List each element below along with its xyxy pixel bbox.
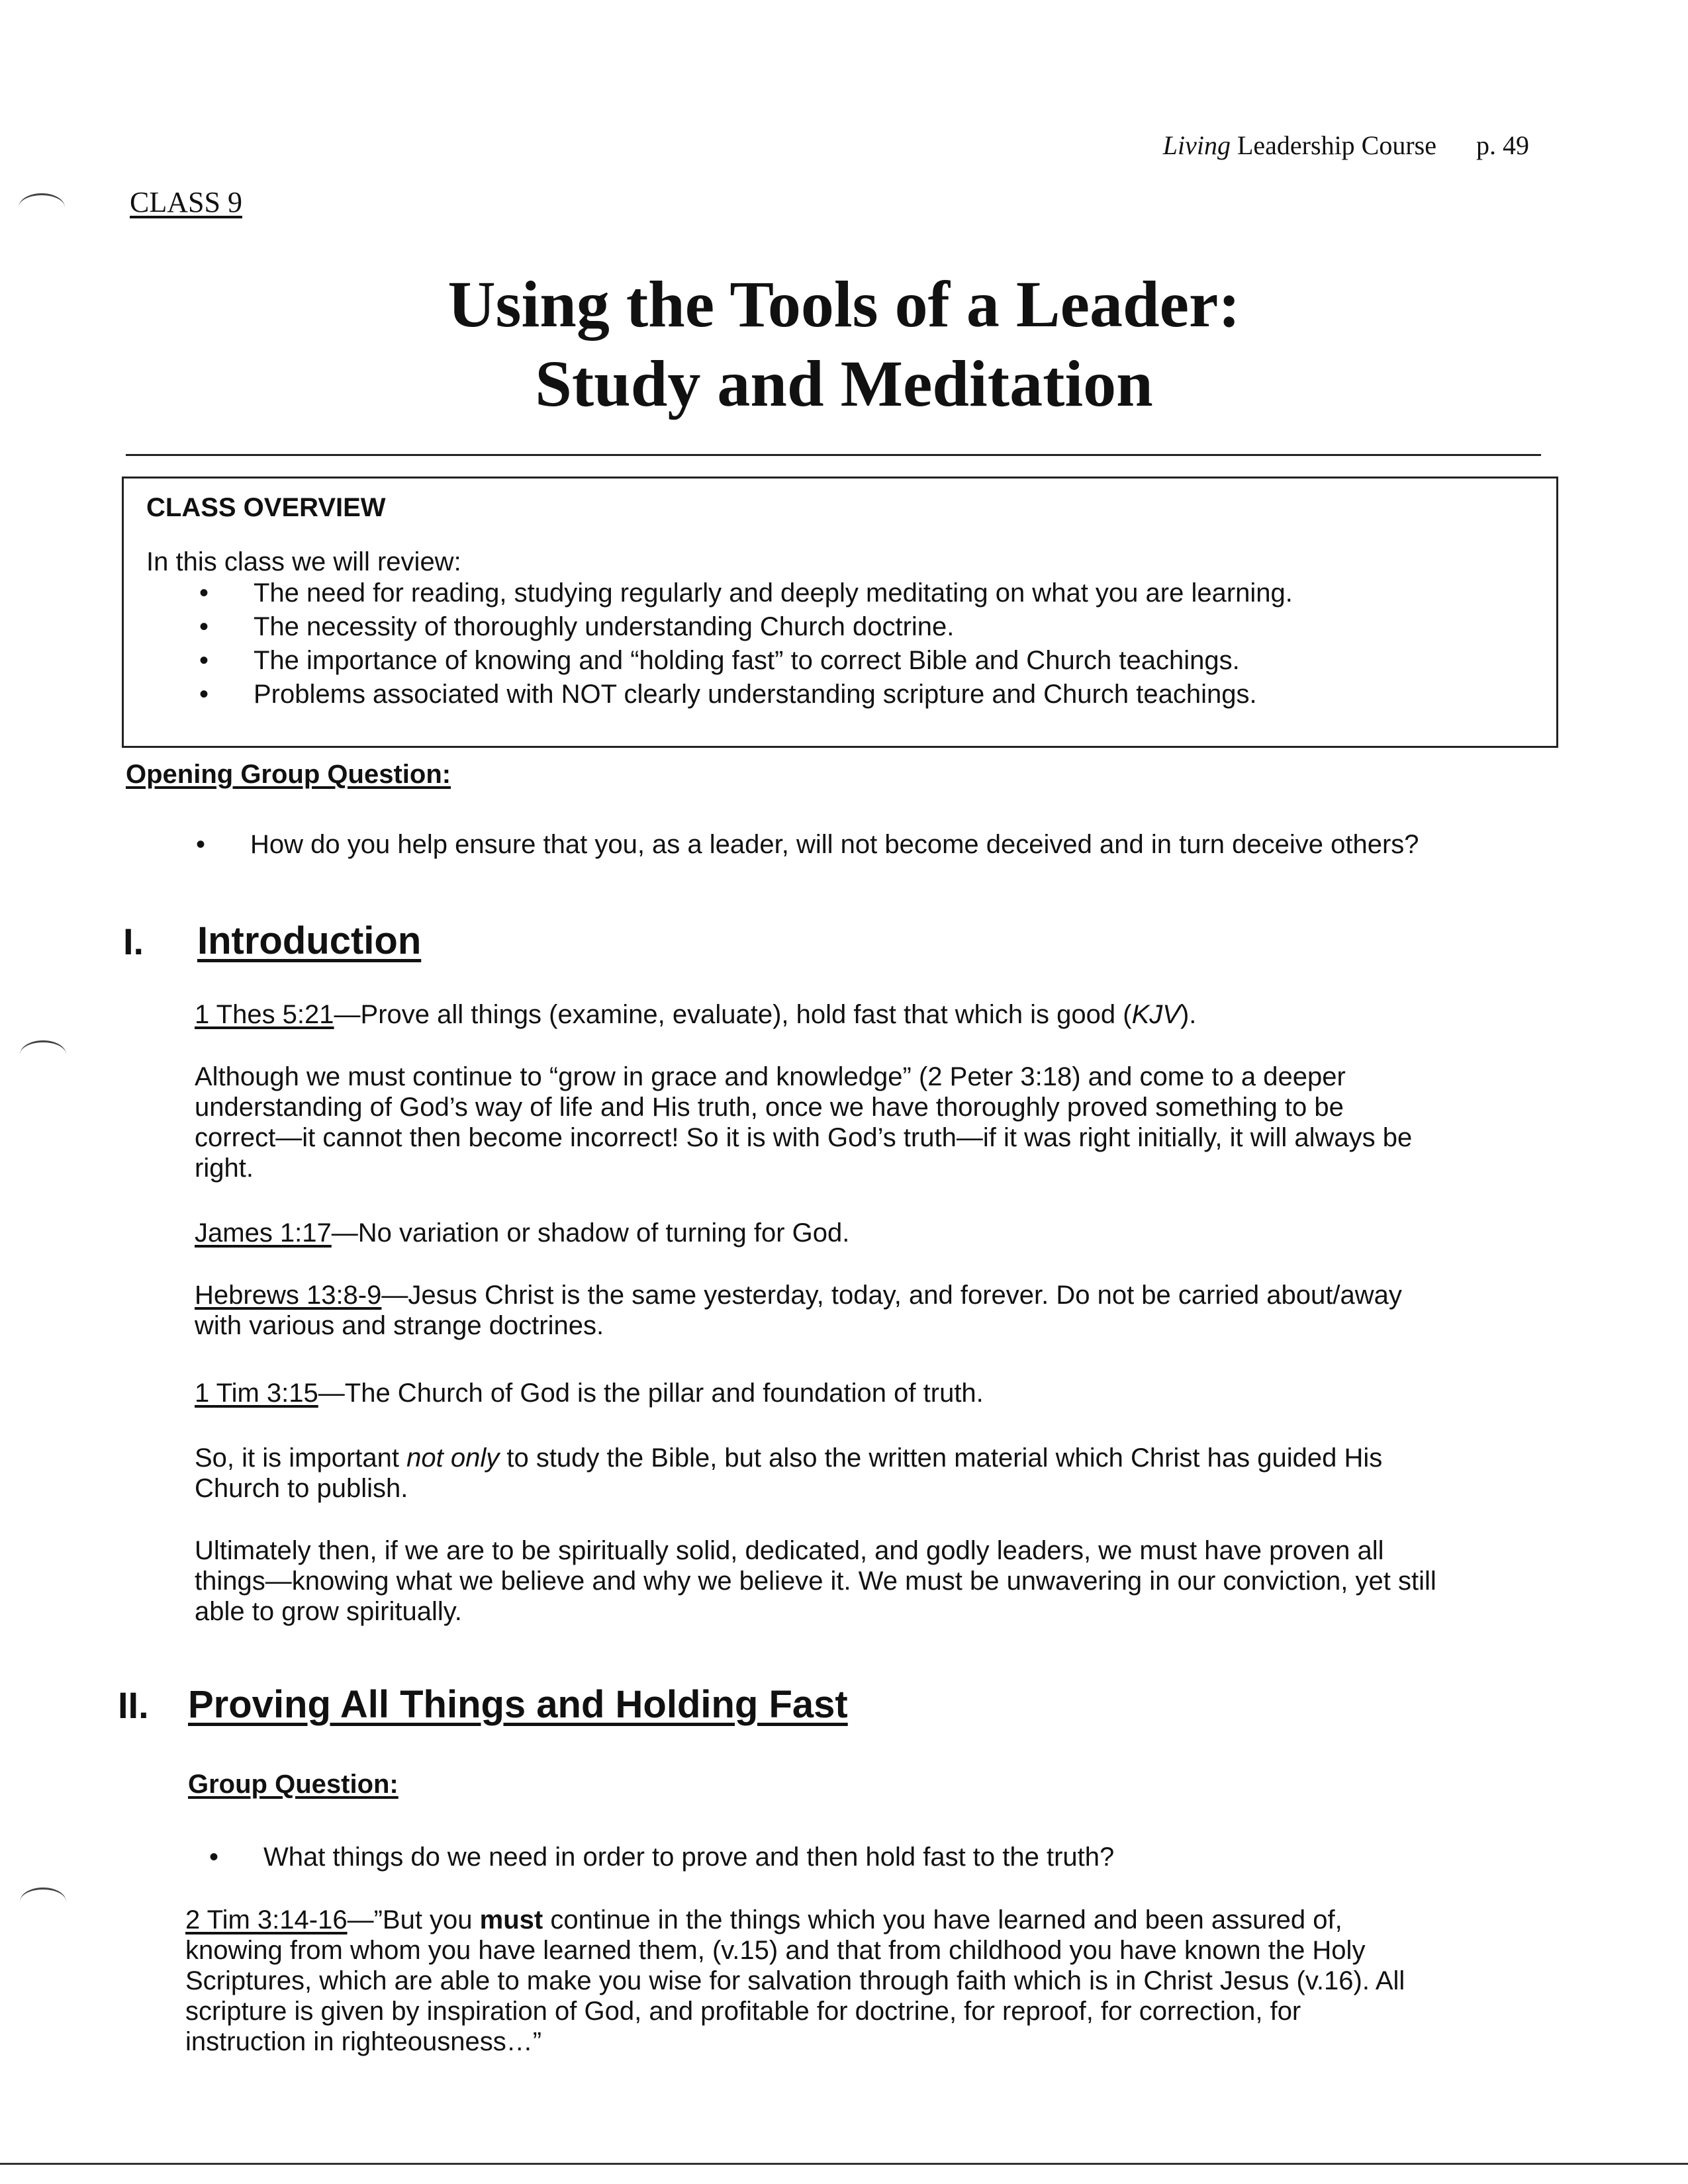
list-item-text: Problems associated with NOT clearly understanding scripture and Church teachings. (254, 680, 1257, 709)
paragraph-text: So, it is important (195, 1443, 407, 1473)
paragraph-line: things—knowing what we believe and why we believe it. We must be unwavering in our conviction, yet still (195, 1567, 1436, 1596)
page-bottom-edge (0, 2163, 1688, 2165)
margin-mark (20, 1888, 66, 1916)
question-text: How do you help ensure that you, as a leader, will not become deceived and in turn deceive others? (250, 830, 1419, 859)
paragraph-text: continue in the things which you have learned and been assured of, (543, 1905, 1342, 1934)
class-label: CLASS 9 (130, 186, 242, 218)
bullet-icon: • (199, 680, 209, 709)
bullet-icon: • (199, 612, 209, 641)
paragraph-line: Ultimately then, if we are to be spiritually solid, dedicated, and godly leaders, we must have proven all (195, 1536, 1384, 1565)
paragraph (195, 1062, 1525, 1183)
margin-mark (19, 193, 65, 222)
list-item-text: The importance of knowing and “holding fast” to correct Bible and Church teachings. (254, 646, 1240, 675)
page-title (0, 265, 1688, 424)
paragraph-line: able to grow spiritually. (195, 1597, 462, 1626)
emphasis-text: not only (406, 1443, 500, 1473)
scripture-reference: 1 Tim 3:15 (195, 1379, 318, 1408)
overview-list (199, 576, 1293, 711)
title-divider (126, 454, 1541, 456)
list-item (199, 644, 1293, 678)
scripture-paragraph (185, 1905, 1549, 2057)
paragraph-text: —No variation or shadow of turning for God. (331, 1218, 850, 1248)
bullet-icon: • (209, 1843, 219, 1872)
paragraph-line: correct—it cannot then become incorrect! So it is with God’s truth—if it was right initially, it will always be (195, 1123, 1413, 1152)
section-title: Introduction (197, 919, 422, 962)
group-question-bullet (209, 1843, 1115, 1872)
paragraph-line: with various and strange doctrines. (195, 1311, 604, 1340)
paragraph-text: ). (1180, 1000, 1197, 1029)
list-item (199, 576, 1293, 610)
page-number: p. 49 (1476, 130, 1529, 160)
section-title: Proving All Things and Holding Fast (188, 1683, 848, 1726)
scripture-paragraph (195, 999, 1525, 1030)
paragraph-line: Scriptures, which are able to make you wise for salvation through faith which is in Christ Jesus (v.16). All (185, 1966, 1405, 1995)
section-number: II. (118, 1684, 149, 1726)
list-item (199, 610, 1293, 644)
overview-intro: In this class we will review: (146, 547, 461, 576)
paragraph-line: scripture is given by inspiration of God, and profitable for doctrine, for reproof, for correction, for (185, 1997, 1301, 2026)
section-number: I. (123, 921, 144, 962)
paragraph-line: understanding of God’s way of life and His truth, once we have thoroughly proved something to be (195, 1093, 1344, 1122)
scripture-reference: 1 Thes 5:21 (195, 1000, 334, 1029)
opening-question-heading: Opening Group Question: (126, 760, 451, 789)
title-line-1: Using the Tools of a Leader: (447, 267, 1241, 341)
course-name: Leadership Course (1230, 130, 1436, 160)
list-item-text: The necessity of thoroughly understanding Church doctrine. (254, 612, 955, 641)
paragraph-text: —The Church of God is the pillar and foundation of truth. (318, 1379, 984, 1408)
paragraph (195, 1535, 1538, 1627)
paragraph (195, 1443, 1525, 1504)
emphasis-text: must (479, 1905, 543, 1934)
margin-mark (20, 1040, 66, 1069)
group-question-heading: Group Question: (188, 1770, 399, 1799)
paragraph-text: —Prove all things (examine, evaluate), hold fast that which is good ( (334, 1000, 1132, 1029)
list-item (199, 678, 1293, 711)
paragraph-text: —Jesus Christ is the same yesterday, today, and forever. Do not be carried about/away (381, 1281, 1402, 1310)
scripture-reference: Hebrews 13:8-9 (195, 1281, 382, 1310)
paragraph-text: —”But you (347, 1905, 480, 1934)
scripture-paragraph (195, 1280, 1525, 1341)
bullet-icon: • (199, 646, 209, 675)
paragraph-line: knowing from whom you have learned them, (v.15) and that from childhood you have known the Holy (185, 1936, 1366, 1965)
bullet-icon: • (196, 830, 206, 859)
scripture-reference: James 1:17 (195, 1218, 332, 1248)
overview-heading: CLASS OVERVIEW (146, 493, 386, 522)
class-overview-box (122, 477, 1558, 748)
list-item-text: The need for reading, studying regularly and deeply meditating on what you are learning. (254, 578, 1293, 608)
paragraph-line: Although we must continue to “grow in grace and knowledge” (2 Peter 3:18) and come to a deeper (195, 1062, 1346, 1091)
paragraph-line: right. (195, 1154, 254, 1183)
opening-question-bullet (196, 830, 1419, 860)
paragraph-line: instruction in righteousness…” (185, 2027, 542, 2056)
page-header (1163, 130, 1529, 161)
scripture-reference: 2 Tim 3:14-16 (185, 1905, 348, 1934)
version-abbrev: KJV (1131, 1000, 1180, 1029)
paragraph-text: to study the Bible, but also the written material which Christ has guided His (499, 1443, 1383, 1473)
bullet-icon: • (199, 578, 209, 608)
question-text: What things do we need in order to prove and then hold fast to the truth? (263, 1843, 1115, 1872)
title-line-2: Study and Meditation (535, 347, 1153, 420)
paragraph-line: Church to publish. (195, 1474, 408, 1503)
scripture-paragraph (195, 1378, 1525, 1408)
course-name-italic: Living (1162, 130, 1231, 160)
scripture-paragraph (195, 1218, 1525, 1248)
